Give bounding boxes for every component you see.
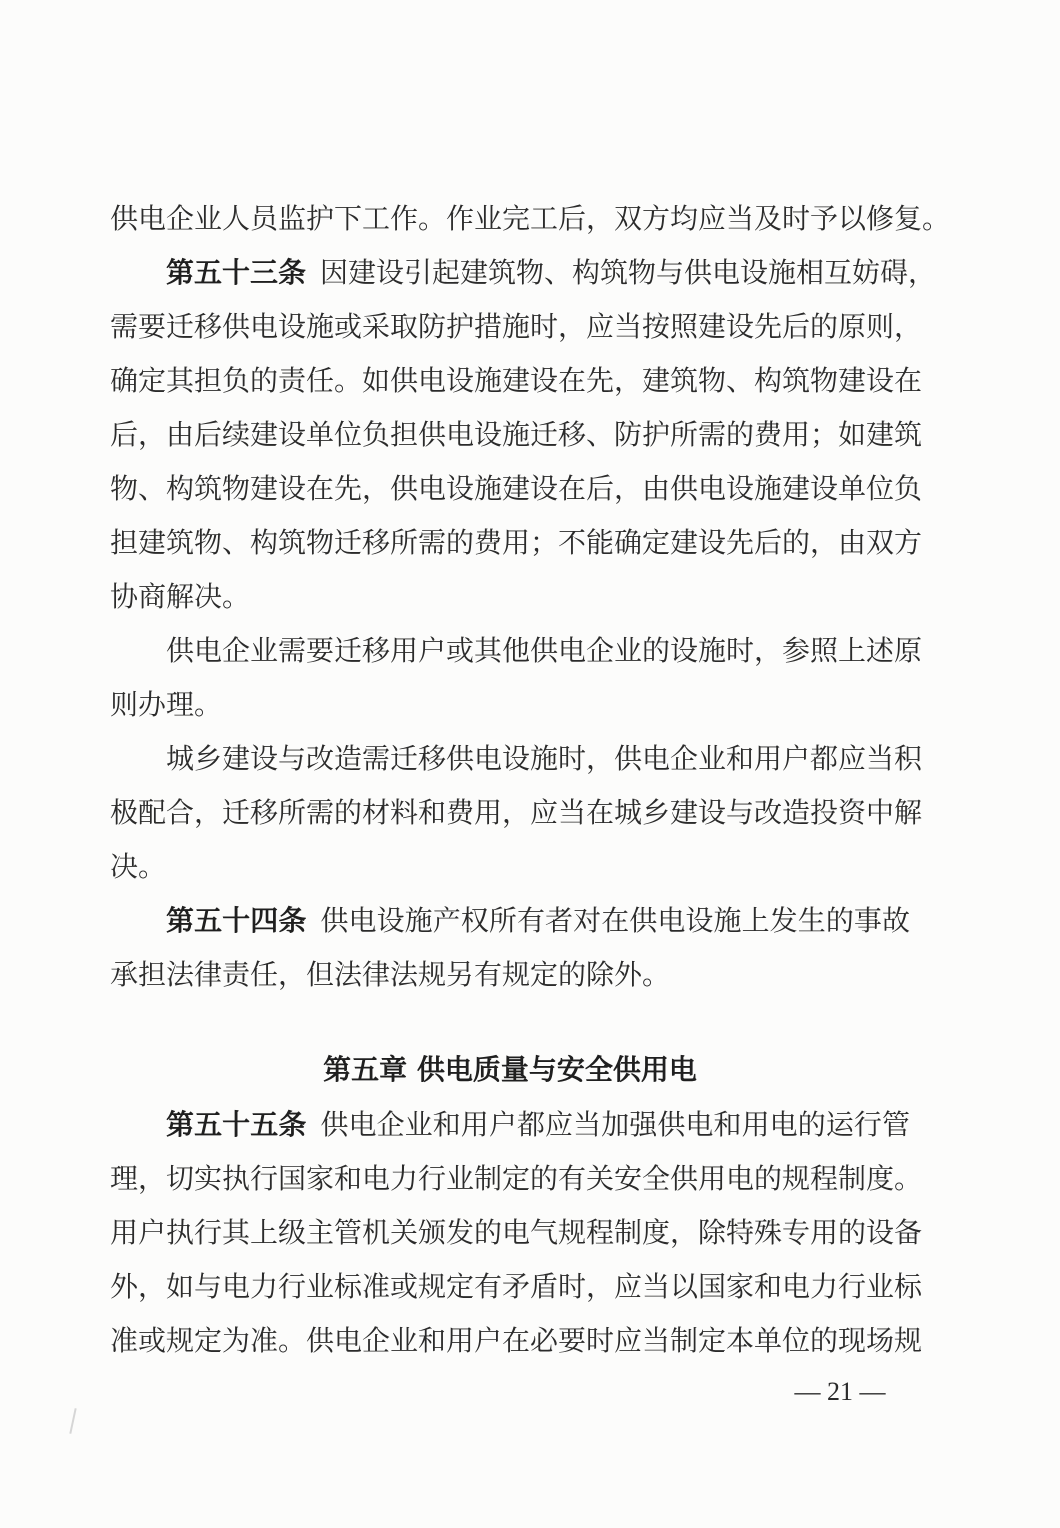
line-text: 因建设引起建筑物、构筑物与供电设施相互妨碍， (320, 256, 937, 289)
paragraph-block-before-chapter (110, 192, 951, 1002)
text-line (110, 516, 923, 570)
document-body (110, 192, 951, 1368)
line-text: 供电企业需要迁移用户或其他供电企业的设施时，参照上述原 (166, 634, 923, 667)
line-text: 理，切实执行国家和电力行业制定的有关安全供用电的规程制度。 (110, 1162, 923, 1195)
text-line (110, 678, 910, 732)
text-line (110, 246, 937, 300)
text-line (110, 894, 910, 948)
text-line (110, 1098, 910, 1152)
text-line (110, 786, 923, 840)
text-line (110, 1206, 923, 1260)
text-line (110, 1314, 923, 1368)
text-line (110, 408, 923, 462)
text-line (110, 462, 923, 516)
line-text: 供电企业人员监护下工作。作业完工后，双方均应当及时予以修复。 (110, 202, 951, 235)
line-text: 决。 (110, 850, 167, 883)
scan-artifact-mark (69, 1408, 76, 1434)
article-number: 第五十五条 (166, 1108, 307, 1141)
article-number: 第五十三条 (166, 256, 307, 289)
line-text: 用户执行其上级主管机关颁发的电气规程制度，除特殊专用的设备 (110, 1216, 923, 1249)
line-text: 物、构筑物建设在先，供电设施建设在后，由供电设施建设单位负 (110, 472, 923, 505)
line-text: 供电设施产权所有者对在供电设施上发生的事故 (320, 904, 910, 937)
text-line (110, 624, 923, 678)
text-line (110, 192, 951, 246)
line-text: 承担法律责任，但法律法规另有规定的除外。 (110, 958, 671, 991)
text-line (110, 354, 923, 408)
line-text: 极配合，迁移所需的材料和费用，应当在城乡建设与改造投资中解 (110, 796, 923, 829)
text-line (110, 1260, 923, 1314)
line-text: 需要迁移供电设施或采取防护措施时，应当按照建设先后的原则， (110, 310, 923, 343)
page-number: — 21 — (794, 1377, 886, 1406)
line-text: 供电企业和用户都应当加强供电和用电的运行管 (320, 1108, 910, 1141)
line-text: 准或规定为准。供电企业和用户在必要时应当制定本单位的现场规 (110, 1324, 923, 1357)
article-number: 第五十四条 (166, 904, 307, 937)
text-line (110, 1152, 923, 1206)
text-line (110, 300, 923, 354)
text-line (110, 948, 910, 1002)
text-line (110, 732, 923, 786)
line-text: 确定其担负的责任。如供电设施建设在先，建筑物、构筑物建设在 (110, 364, 923, 397)
line-text: 担建筑物、构筑物迁移所需的费用；不能确定建设先后的，由双方 (110, 526, 923, 559)
line-text: 城乡建设与改造需迁移供电设施时，供电企业和用户都应当积 (166, 742, 923, 775)
line-text: 后，由后续建设单位负担供电设施迁移、防护所需的费用；如建筑 (110, 418, 923, 451)
line-text: 外，如与电力行业标准或规定有矛盾时，应当以国家和电力行业标 (110, 1270, 923, 1303)
text-line (110, 570, 910, 624)
line-text: 协商解决。 (110, 580, 251, 613)
line-text: 则办理。 (110, 688, 223, 721)
chapter-heading: 第五章 供电质量与安全供用电 (323, 1053, 697, 1086)
paragraph-block-after-chapter (110, 1098, 923, 1368)
text-line (110, 840, 910, 894)
